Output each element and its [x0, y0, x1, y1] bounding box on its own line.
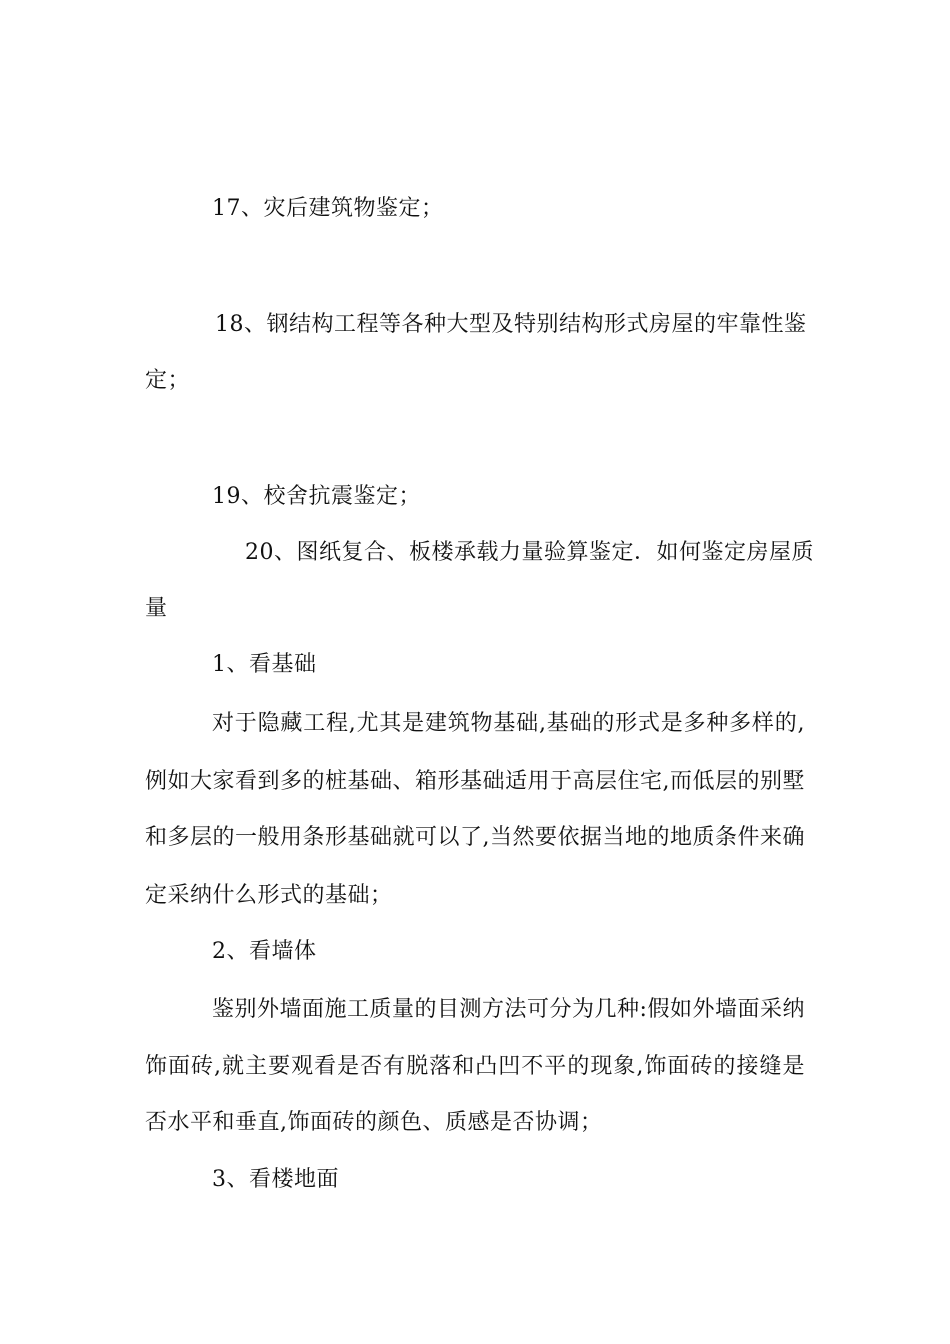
paragraph-foundation-line-2: 例如大家看到多的桩基础、箱形基础适用于高层住宅,而低层的别墅	[145, 769, 805, 794]
list-item-19: 19、校舍抗震鉴定；	[212, 484, 421, 509]
list-item-20: 20、图纸复合、板楼承载力量验算鉴定．如何鉴定房屋质	[245, 540, 814, 565]
paragraph-walls-line-3: 否水平和垂直,饰面砖的颜色、质感是否协调；	[145, 1110, 603, 1135]
paragraph-foundation-line-4: 定采纳什么形式的基础；	[145, 883, 393, 908]
section-heading-walls: 2、看墙体	[212, 939, 317, 964]
paragraph-walls-line-1: 鉴别外墙面施工质量的目测方法可分为几种:假如外墙面采纳	[212, 997, 805, 1022]
section-heading-foundation: 1、看基础	[212, 652, 317, 677]
paragraph-walls-line-2: 饰面砖,就主要观看是否有脱落和凸凹不平的现象,饰面砖的接缝是	[145, 1054, 805, 1079]
list-item-20-continued: 量	[145, 596, 168, 621]
paragraph-foundation-line-3: 和多层的一般用条形基础就可以了,当然要依据当地的地质条件来确	[145, 825, 805, 850]
list-item-18-continued: 定；	[145, 368, 191, 393]
list-item-17: 17、灾后建筑物鉴定；	[212, 196, 444, 221]
section-heading-floors: 3、看楼地面	[212, 1167, 339, 1192]
list-item-18: 18、钢结构工程等各种大型及特别结构形式房屋的牢靠性鉴	[215, 312, 807, 337]
paragraph-foundation-line-1: 对于隐藏工程,尤其是建筑物基础,基础的形式是多种多样的,	[212, 711, 805, 736]
